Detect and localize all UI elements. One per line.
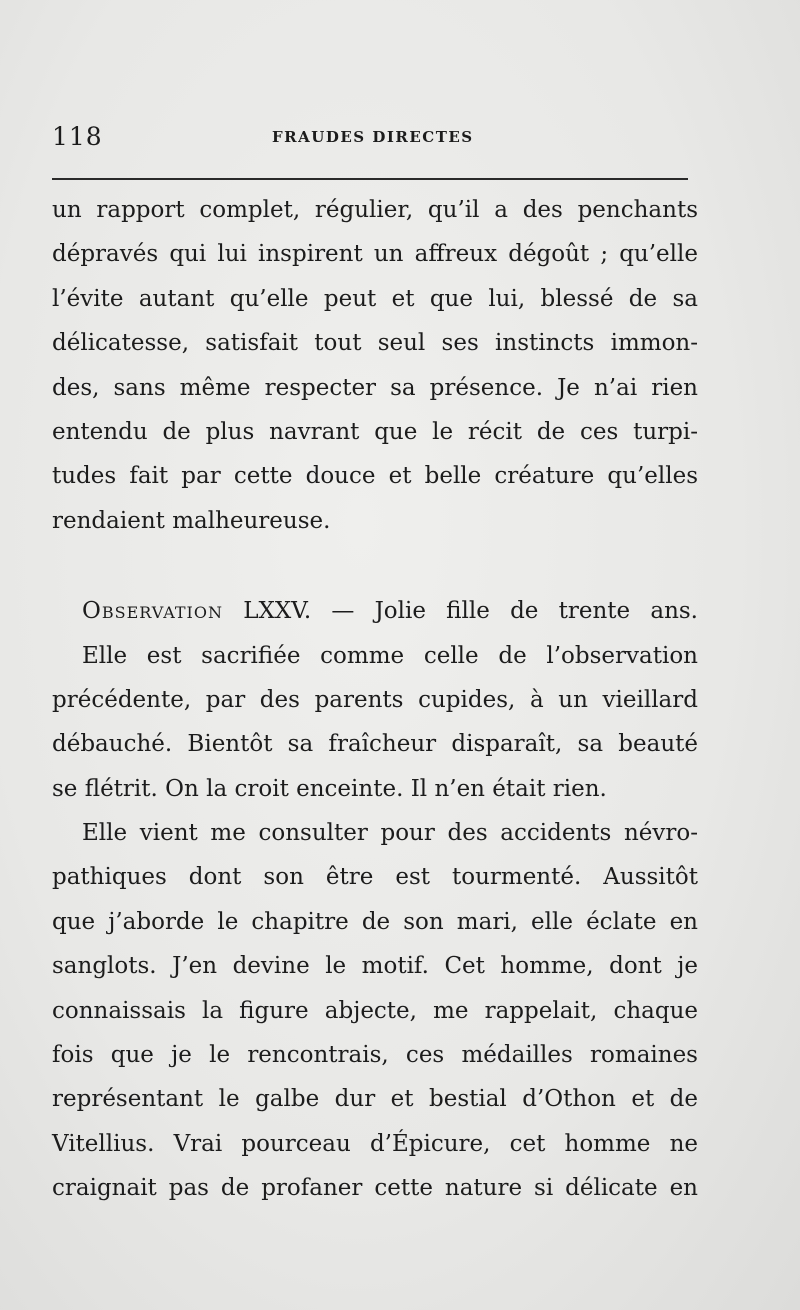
text-line: pathiques dont son être est tourmenté. Aussitôt [52,864,698,891]
text-line: Elle est sacrifiée comme celle de l’observation [82,642,698,669]
text-line: délicatesse, satisfait tout seul ses instincts immon- [52,330,698,357]
text-line: connaissais la figure abjecte, me rappelait, chaque [52,997,698,1024]
text-line: se flétrit. On la croit enceinte. Il n’en était rien. [52,775,607,802]
text-line: représentant le galbe dur et bestial d’Othon et de [52,1086,698,1113]
observation-heading [52,589,698,633]
text-line: un rapport complet, régulier, qu’il a des penchants [52,197,698,223]
header-rule [52,178,688,180]
observation-label: Observation [82,598,223,625]
text-line: tudes fait par cette douce et belle créature qu’elles [52,463,698,490]
paragraph-gap [52,543,698,589]
text-line: dépravés qui lui inspirent un affreux dégoût ; qu’elle [52,241,698,268]
paragraph [52,811,698,1211]
running-head [52,118,688,158]
text-line: des, sans même respecter sa présence. Je n’ai rien [52,374,698,401]
text-line: Vitellius. Vrai pourceau d’Épicure, cet homme ne [52,1130,698,1157]
text-line: craignait pas de profaner cette nature si délicate en [52,1175,698,1202]
body-text [52,188,698,1211]
text-line: rendaient malheureuse. [52,507,331,534]
text-line: entendu de plus navrant que le récit de ces turpi- [52,418,698,445]
paragraph-continued [52,188,698,543]
text-line: Elle vient me consulter pour des accidents névro- [82,820,698,847]
observation-section [52,589,698,811]
page-number: 118 [52,122,103,151]
text-line: l’évite autant qu’elle peut et que lui, blessé de sa [52,285,698,312]
text-line: que j’aborde le chapitre de son mari, elle éclate en [52,908,698,935]
text-line: débauché. Bientôt sa fraîcheur disparaît, sa beauté [52,731,698,758]
observation-number: LXXV. [243,598,312,625]
text-line: fois que je le rencontrais, ces médailles romaines [52,1042,698,1069]
observation-title: — Jolie fille de trente ans. [331,598,698,625]
running-title: FRAUDES DIRECTES [272,128,474,146]
text-line: précédente, par des parents cupides, à un vieillard [52,686,698,713]
text-line: sanglots. J’en devine le motif. Cet homme, dont je [52,953,698,980]
